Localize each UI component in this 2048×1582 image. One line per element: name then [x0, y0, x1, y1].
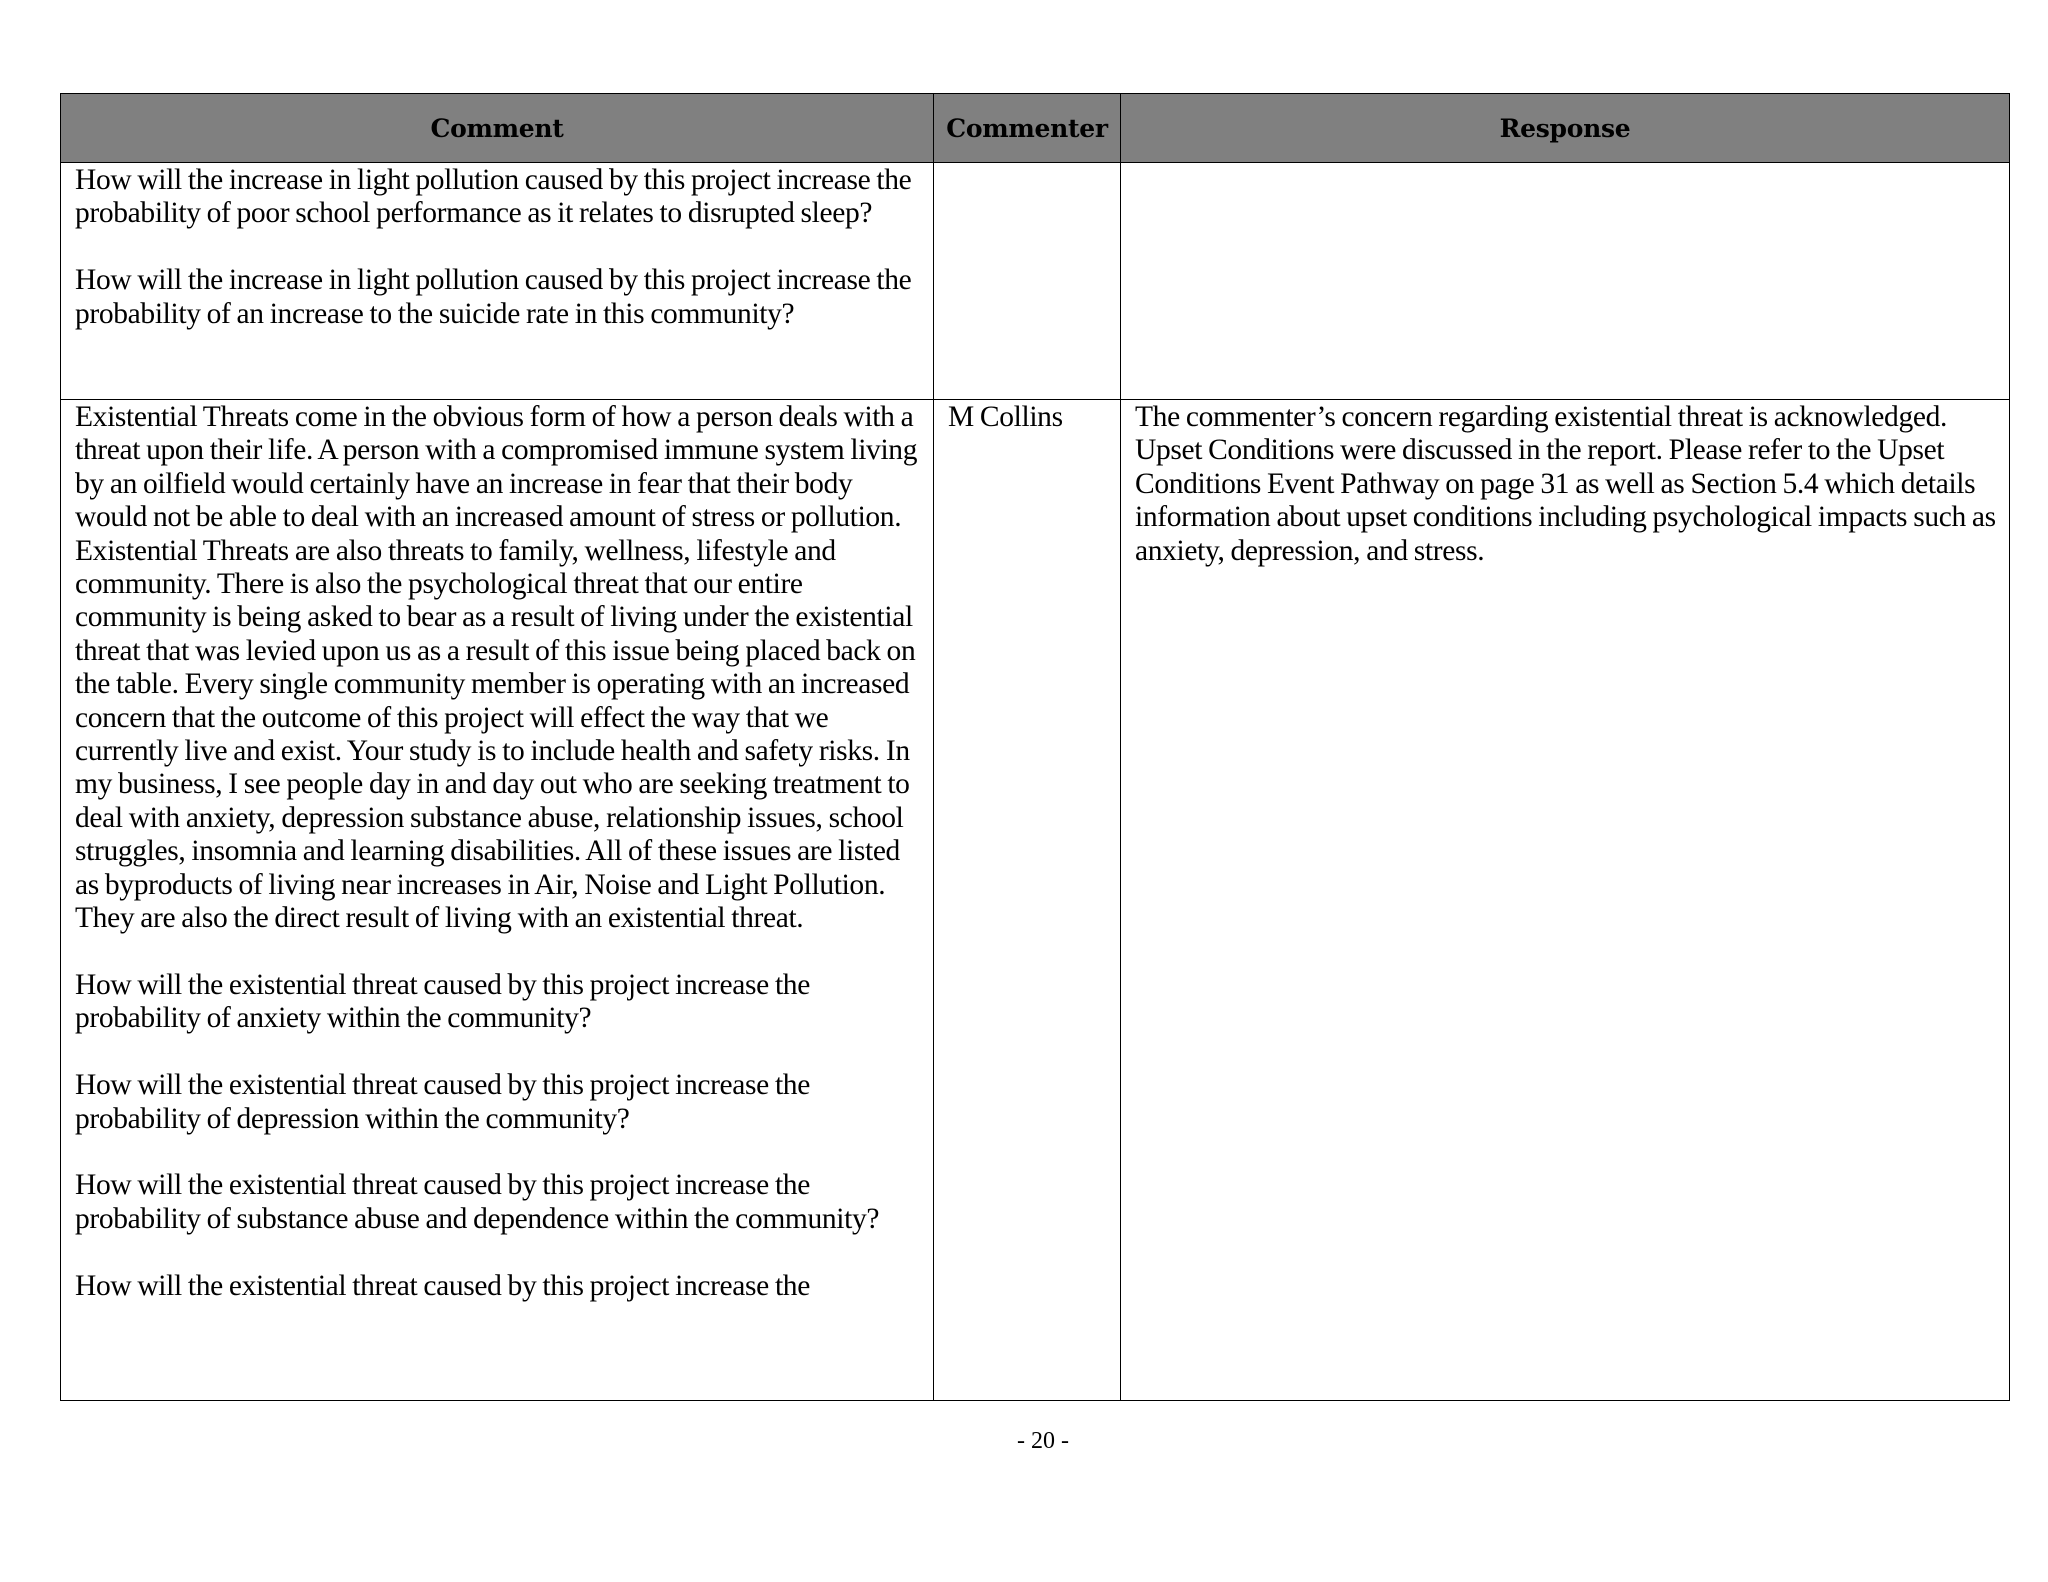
commenter-cell — [934, 163, 1121, 400]
response-text — [1121, 163, 2009, 164]
response-cell — [1121, 163, 2010, 400]
commenter-cell — [934, 400, 1121, 1401]
comment-paragraph: How will the increase in light pollution caused by this project increase the probability of an increase to the suicide rate in this community? — [75, 264, 912, 330]
comment-paragraph: How will the existential threat caused by this project increase the probability of substance abuse and dependence within the community? — [75, 1169, 880, 1235]
header-commenter: Commenter — [934, 94, 1121, 163]
comment-paragraph: Existential Threats come in the obvious form of how a person deals with a threat upon their life. A person with a compromised immune system living by an oilfield would certainly have an increase in fear that their body would not be able to deal with an increased amount of stress or pollution. Existential Threats are also threats to family, wellness, lifestyle and community. There is also the psychological threat that our entire community is being asked to bear as a result of living under the existential threat that was levied upon us as a result of this issue being placed back on the table. Every single community member is operating with an increased concern that the outcome of this project will effect the way that we currently live and exist. Your study is to include health and safety risks. In my business, I see people day in and day out who are seeking treatment to deal with anxiety, depression substance abuse, relationship issues, school struggles, insomnia and learning disabilities. All of these issues are listed as byproducts of living near increases in Air, Noise and Light Pollution. They are also the direct result of living with an existential threat. — [75, 401, 918, 935]
header-comment: Comment — [61, 94, 934, 163]
table-header-row — [61, 94, 2010, 163]
response-cell — [1121, 400, 2010, 1401]
comment-response-table — [60, 93, 2010, 1401]
header-response: Response — [1121, 94, 2010, 163]
comment-paragraph: How will the existential threat caused by this project increase the — [75, 1269, 810, 1302]
commenter-name: M Collins — [948, 401, 1063, 433]
comment-cell — [61, 400, 934, 1401]
page-number: - 20 - — [1017, 1428, 1069, 1454]
table-row — [61, 163, 2010, 400]
comment-paragraph: How will the existential threat caused by this project increase the probability of depression within the community? — [75, 1069, 810, 1135]
commenter-name — [934, 163, 1120, 164]
comment-paragraph: How will the existential threat caused by this project increase the probability of anxiety within the community? — [75, 968, 810, 1035]
comment-paragraph: How will the increase in light pollution caused by this project increase the probability of poor school performance as it relates to disrupted sleep? — [75, 164, 912, 230]
table-row — [61, 400, 2010, 1401]
response-text: The commenter’s concern regarding existential threat is acknowledged. Upset Conditions were discussed in the report. Please refer to the Upset Conditions Event Pathway on page 31 as well as Section 5.4 which details information about upset conditions including psychological impacts such as anxiety, depression, and stress. — [1135, 401, 1996, 567]
comment-cell — [61, 163, 934, 400]
